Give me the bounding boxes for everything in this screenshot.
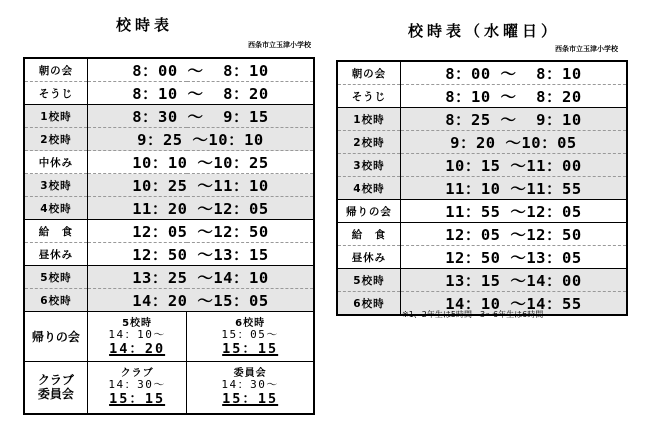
left-row xyxy=(24,266,314,289)
period-time: 12：05 ～12：50 xyxy=(87,220,314,243)
period-time: 8：10 ～ 8：20 xyxy=(87,82,314,105)
kaeri-5th-from: 14：10～ xyxy=(108,328,166,341)
period-label: 5校時 xyxy=(24,266,87,289)
left-row xyxy=(24,289,314,312)
period-time: 10：15 ～11：00 xyxy=(400,154,627,177)
left-row xyxy=(24,82,314,105)
right-title: 校時表（水曜日） xyxy=(408,22,561,40)
period-time: 12：50 ～13：05 xyxy=(400,246,627,269)
period-label: 1校時 xyxy=(24,105,87,128)
club-row xyxy=(24,362,314,414)
right-row xyxy=(337,131,627,154)
right-timetable xyxy=(336,60,628,316)
left-row xyxy=(24,243,314,266)
club-label xyxy=(24,362,87,414)
right-row xyxy=(337,85,627,108)
period-label: 4校時 xyxy=(24,197,87,220)
period-label: そうじ xyxy=(337,85,400,108)
right-row xyxy=(337,223,627,246)
period-label: 6校時 xyxy=(337,292,400,316)
period-label: 中休み xyxy=(24,151,87,174)
right-row xyxy=(337,108,627,131)
left-timetable xyxy=(23,57,315,415)
period-time: 10：10 ～10：25 xyxy=(87,151,314,174)
period-label: 4校時 xyxy=(337,177,400,200)
period-label: 昼休み xyxy=(24,243,87,266)
period-label: 3校時 xyxy=(337,154,400,177)
club-club-to: 15：15 xyxy=(109,391,166,407)
kaeri-5th-head: 5校時 xyxy=(122,318,153,329)
left-row xyxy=(24,128,314,151)
period-label: 昼休み xyxy=(337,246,400,269)
club-label-1: クラブ xyxy=(37,373,74,388)
period-label: 給 食 xyxy=(337,223,400,246)
right-row xyxy=(337,177,627,200)
kaeri-6th-to: 15：15 xyxy=(222,341,279,357)
kaeri-6th xyxy=(187,312,314,362)
left-row xyxy=(24,151,314,174)
kaeri-row xyxy=(24,312,314,362)
period-time: 11：55 ～12：05 xyxy=(400,200,627,223)
period-label: 1校時 xyxy=(337,108,400,131)
period-time: 10：25 ～11：10 xyxy=(87,174,314,197)
right-row xyxy=(337,269,627,292)
right-row xyxy=(337,154,627,177)
left-title: 校時表 xyxy=(116,16,174,34)
period-time: 8：30 ～ 9：15 xyxy=(87,105,314,128)
period-label: 2校時 xyxy=(337,131,400,154)
period-time: 13：25 ～14：10 xyxy=(87,266,314,289)
period-time: 11：10 ～11：55 xyxy=(400,177,627,200)
club-label-2: 委員会 xyxy=(37,387,74,402)
kaeri-6th-from: 15：05～ xyxy=(221,328,279,341)
left-row xyxy=(24,220,314,243)
club-committee xyxy=(187,362,314,414)
right-row xyxy=(337,246,627,269)
period-label: 3校時 xyxy=(24,174,87,197)
period-label: 朝の会 xyxy=(24,58,87,82)
right-school-name: 西条市立玉津小学校 xyxy=(555,45,618,53)
kaeri-label: 帰りの会 xyxy=(24,312,87,362)
grade-note: ※1、2年生は5時間 3～6年生は6時間 xyxy=(402,310,544,319)
period-time: 14：20 ～15：05 xyxy=(87,289,314,312)
period-time: 9：25 ～10：10 xyxy=(87,128,314,151)
kaeri-5th-to: 14：20 xyxy=(109,341,166,357)
left-row xyxy=(24,105,314,128)
kaeri-5th xyxy=(87,312,186,362)
period-time: 14：10 ～14：55 xyxy=(400,292,627,316)
club-committee-from: 14：30～ xyxy=(221,378,279,391)
club-committee-to: 15：15 xyxy=(222,391,279,407)
period-time: 8：00 ～ 8：10 xyxy=(87,58,314,82)
club-club-from: 14：30～ xyxy=(108,378,166,391)
left-row xyxy=(24,58,314,82)
left-row xyxy=(24,174,314,197)
period-label: そうじ xyxy=(24,82,87,105)
right-row xyxy=(337,61,627,85)
left-school-name: 西条市立玉津小学校 xyxy=(248,41,311,49)
period-time: 12：05 ～12：50 xyxy=(400,223,627,246)
period-time: 8：00 ～ 8：10 xyxy=(400,61,627,85)
period-time: 8：25 ～ 9：10 xyxy=(400,108,627,131)
period-time: 12：50 ～13：15 xyxy=(87,243,314,266)
right-row xyxy=(337,200,627,223)
club-club xyxy=(87,362,186,414)
period-label: 帰りの会 xyxy=(337,200,400,223)
period-label: 6校時 xyxy=(24,289,87,312)
period-time: 8：10 ～ 8：20 xyxy=(400,85,627,108)
period-label: 給 食 xyxy=(24,220,87,243)
left-row xyxy=(24,197,314,220)
club-club-head: クラブ xyxy=(120,368,154,379)
period-label: 2校時 xyxy=(24,128,87,151)
club-committee-head: 委員会 xyxy=(233,368,267,379)
period-time: 13：15 ～14：00 xyxy=(400,269,627,292)
period-label: 朝の会 xyxy=(337,61,400,85)
period-time: 11：20 ～12：05 xyxy=(87,197,314,220)
period-time: 9：20 ～10：05 xyxy=(400,131,627,154)
kaeri-6th-head: 6校時 xyxy=(235,318,266,329)
period-label: 5校時 xyxy=(337,269,400,292)
